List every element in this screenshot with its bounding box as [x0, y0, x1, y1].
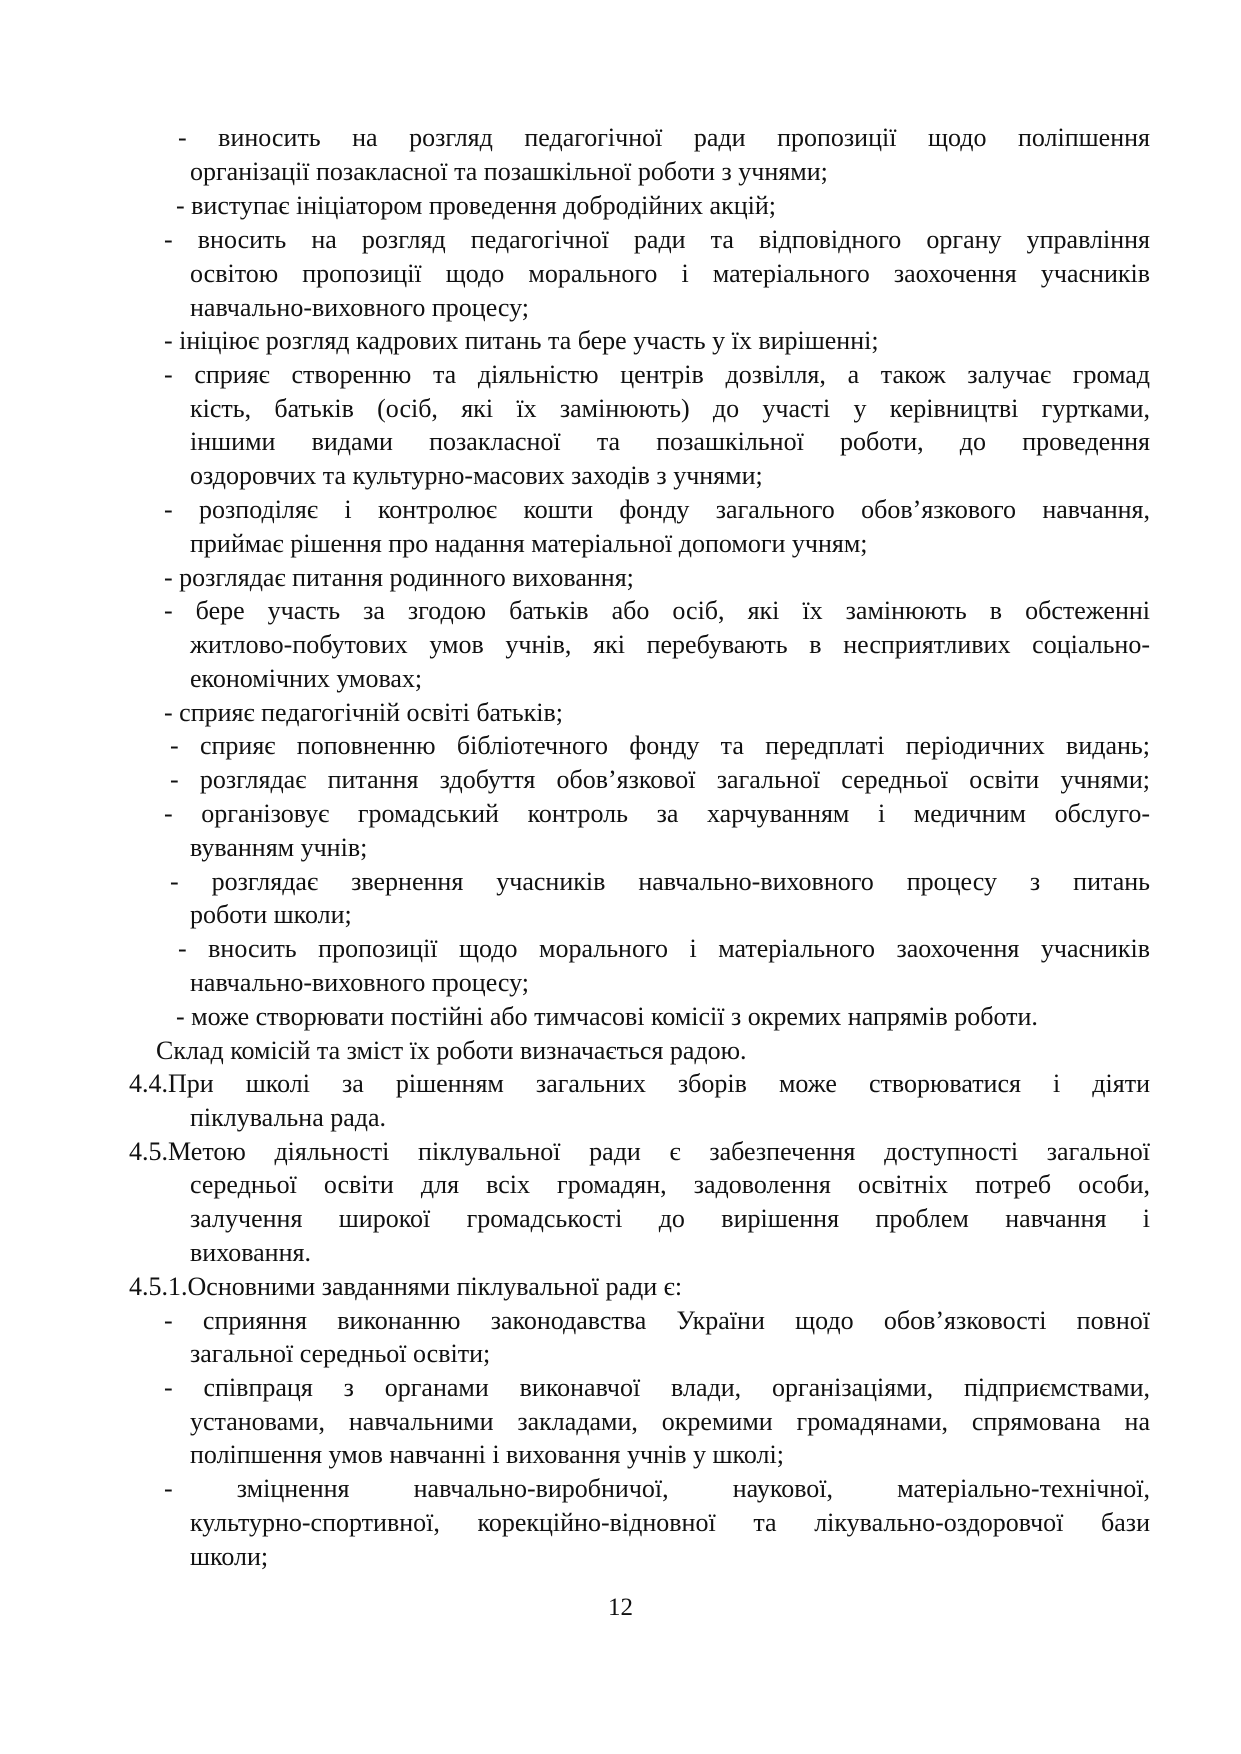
text-line: житлово-побутових умов учнів, які перебувають в несприятливих соціально-	[190, 630, 1150, 659]
text-line: 4.5.1.Основними завданнями піклувальної ради є:	[129, 1272, 683, 1301]
text-line: 4.4.При школі за рішенням загальних зборів може створюватися і діяти	[129, 1069, 1150, 1098]
text-line: - вносить на розгляд педагогічної ради та відповідного органу управління	[164, 225, 1150, 254]
text-line: установами, навчальними закладами, окремими громадянами, спрямована на	[190, 1407, 1150, 1436]
text-line: - розглядає питання родинного виховання;	[164, 563, 634, 592]
text-line: школи;	[190, 1542, 269, 1571]
text-line: - організовує громадський контроль за харчуванням і медичним обслуго-	[164, 799, 1150, 828]
text-line: - ініціює розгляд кадрових питань та бере участь у їх вирішенні;	[164, 326, 879, 355]
text-line: - зміцнення навчально-виробничої, наукової, матеріально-технічної,	[164, 1474, 1150, 1503]
text-line: приймає рішення про надання матеріальної допомоги учням;	[190, 529, 868, 558]
text-line: організації позакласної та позашкільної роботи з учнями;	[190, 157, 828, 186]
text-line: - бере участь за згодою батьків або осіб, які їх замінюють в обстеженні	[164, 596, 1150, 625]
text-line: економічних умовах;	[190, 664, 423, 693]
text-line: Склад комісій та зміст їх роботи визначається радою.	[156, 1036, 747, 1065]
text-line: - сприяє створенню та діяльністю центрів дозвілля, а також залучає громад	[164, 360, 1150, 389]
text-line: залучення широкої громадськості до вирішення проблем навчання і	[190, 1204, 1150, 1233]
text-line: навчально-виховного процесу;	[190, 968, 529, 997]
text-line: - сприяє педагогічній освіті батьків;	[164, 698, 564, 727]
text-line: - розподіляє і контролює кошти фонду загального обов’язкового навчання,	[164, 495, 1150, 524]
text-line: навчально-виховного процесу;	[190, 293, 529, 322]
text-line: іншими видами позакласної та позашкільної роботи, до проведення	[190, 427, 1150, 456]
text-line: - виступає ініціатором проведення добродійних акцій;	[176, 191, 777, 220]
text-line: 4.5.Метою діяльності піклувальної ради є забезпечення доступності загальної	[129, 1137, 1150, 1166]
text-line: - розглядає питання здобуття обов’язкової загальної середньої освіти учнями;	[170, 765, 1150, 794]
text-line: культурно-спортивної, корекційно-відновної та лікувально-оздоровчої бази	[190, 1508, 1150, 1537]
text-line: - співпраця з органами виконавчої влади, організаціями, підприємствами,	[164, 1373, 1150, 1402]
text-line: середньої освіти для всіх громадян, задоволення освітніх потреб особи,	[190, 1170, 1150, 1199]
text-line: виховання.	[190, 1238, 311, 1267]
text-line: роботи школи;	[190, 900, 352, 929]
text-line: - сприяє поповненню бібліотечного фонду та передплаті періодичних видань;	[170, 731, 1150, 760]
text-line: вуванням учнів;	[190, 833, 368, 862]
text-line: - виносить на розгляд педагогічної ради пропозиції щодо поліпшення	[178, 123, 1150, 152]
text-line: - може створювати постійні або тимчасові комісії з окремих напрямів роботи.	[176, 1002, 1038, 1031]
text-line: освітою пропозиції щодо морального і матеріального заохочення учасників	[190, 259, 1150, 288]
text-line: поліпшення умов навчанні і виховання учнів у школі;	[190, 1440, 784, 1469]
text-line: - сприяння виконанню законодавства України щодо обов’язковості повної	[164, 1306, 1150, 1335]
text-line: загальної середньої освіти;	[190, 1339, 491, 1368]
text-line: - розглядає звернення учасників навчально-виховного процесу з питань	[170, 867, 1150, 896]
text-line: кість, батьків (осіб, які їх замінюють) до участі у керівництві гуртками,	[190, 394, 1150, 423]
text-line: піклувальна рада.	[190, 1103, 387, 1132]
text-line: - вносить пропозиції щодо морального і матеріального заохочення учасників	[178, 934, 1150, 963]
text-line: оздоровчих та культурно-масових заходів з учнями;	[190, 461, 763, 490]
page-number: 12	[608, 1594, 633, 1621]
